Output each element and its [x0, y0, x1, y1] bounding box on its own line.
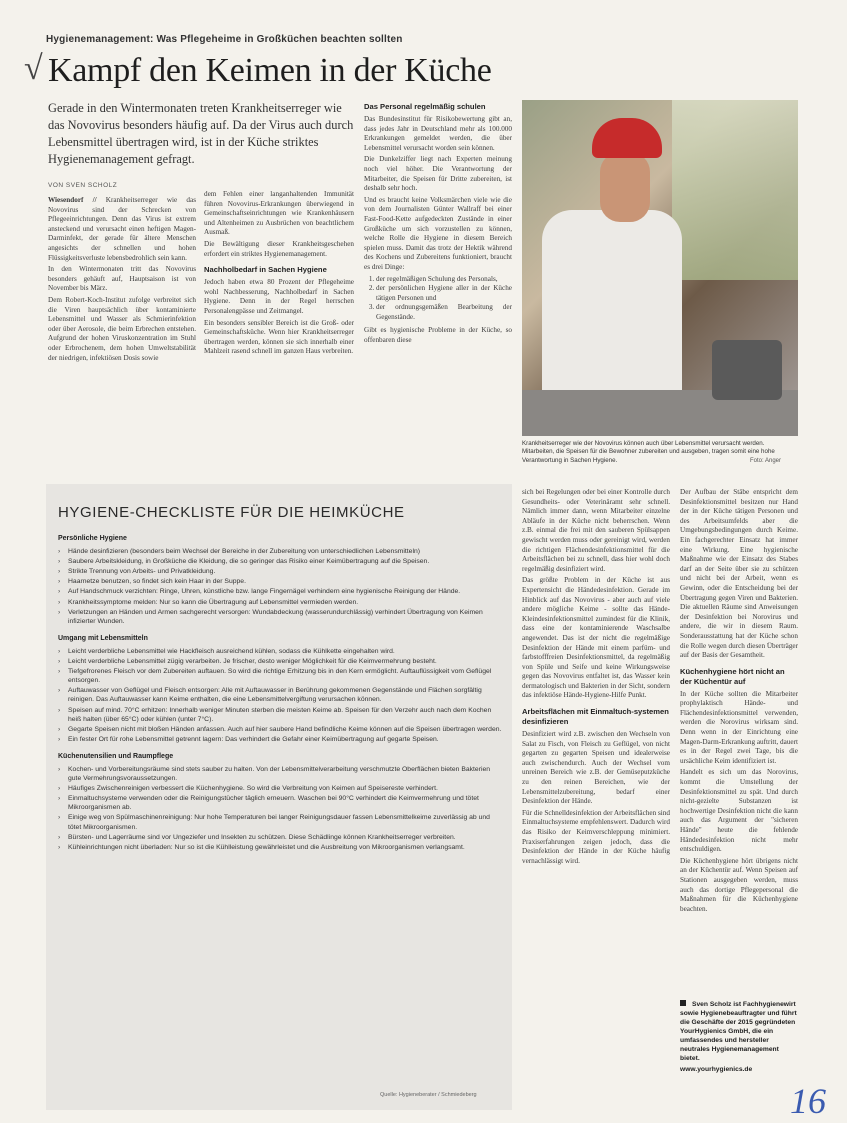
chef-photo [522, 100, 798, 436]
byline: VON SVEN SCHOLZ [48, 182, 118, 189]
author-bio-text: Sven Scholz ist Fachhygienewirt sowie Hygienebeauftragter und führt die Geschäfte der 2015 gegründeten YourHygienics GmbH, die ein umfassendes und hersteller neutrales Hygienemanagement bietet. [680, 1001, 797, 1062]
paragraph: Handelt es sich um das Norovirus, kommt die Umstellung der Desinfektionsmittel zu spät. Und durch nicht-gezielte Substanzen ist hochwertige Desinfektion nicht die kann auch das Argument der "sicheren Hände" heute die fehlende Händedesinfektion nicht mehr entschuldigen. [680, 768, 798, 854]
article-column-5 [680, 488, 798, 916]
checkmark-icon: √ [24, 50, 43, 87]
list-item: 3. der ordnungsgemäßen Bearbeitung der Gegenstände. [376, 303, 512, 322]
checklist-item: › Leicht verderbliche Lebensmittel wie Hackfleisch ausreichend kühlen, sodass die Kühlkette eingehalten wird. [58, 647, 502, 656]
author-website-link[interactable]: www.yourhygienics.de [680, 1066, 753, 1073]
paragraph: Gibt es hygienische Probleme in der Küche, so offenbaren diese [364, 326, 512, 345]
headline: Kampf den Keimen in der Küche [48, 52, 492, 89]
checklist-title: HYGIENE-CHECKLISTE FÜR DIE HEIMKÜCHE [58, 504, 405, 521]
article-column-1 [48, 196, 196, 365]
paragraph: In den Wintermonaten tritt das Novovirus besonders gehäuft auf, Hauptsaison ist von November bis März. [48, 265, 196, 293]
checklist-list [58, 647, 502, 744]
paragraph: Dem Robert-Koch-Institut zufolge verbreitet sich die Viren hauptsächlich über kontaminierte Lebensmittel und Wasser als Schmierinfektion oder über Aerosole, die beim Erbrechen entstehen. Aufgrund der hohen Viruskonzentration im Stuhl oder Erbrochenem, dem hohen Umweltstabilität der niedrigen, infektiösen Dosis sowie [48, 295, 196, 362]
article-column-3 [364, 102, 512, 348]
bullet-square-icon [680, 1000, 686, 1006]
paragraph: Die Küchenhygiene hört übrigens nicht an der Küchentür auf. Wenn Speisen auf Stationen ausgegeben werden, muss auch das dortige Pflegepersonal die Maßnahmen für die Küchenhygiene beachten. [680, 856, 798, 913]
article-column-2 [204, 190, 354, 359]
paragraph: Die Bewältigung dieser Krankheitsgeschehen erfordert ein striktes Hygienemanagement. [204, 239, 354, 258]
checklist-item: › Speisen auf mind. 70°C erhitzen: Innerhalb weniger Minuten sterben die meisten Keime ab. Speisen für den Verzehr auch nach dem Kochen heiß halten (über 65°C) oder kühlen (unter 7°C). [58, 706, 502, 724]
checklist-item: › Einige weg von Spülmaschinenreinigung: Nur hohe Temperaturen bei langer Reinigungsdauer fassen Lebensmittelkeime zuverlässig ab und tötet Mikroorganismen. [58, 813, 502, 831]
checklist-item: › Häufiges Zwischenreinigen verbessert die Küchenhygiene. So wird die Verbreitung von Keimen auf Speisereste verhindert. [58, 784, 502, 793]
paragraph: Ein besonders sensibler Bereich ist die Groß- oder Gemeinschaftsküche. Wenn hier Krankheitserreger übertragen werden, können sie sich innerhalb einer Mahlzeit rasend schnell im ganzen Haus verbreiten. [204, 318, 354, 356]
paragraph: Das größte Problem in der Küche ist aus Expertensicht die Händedesinfektion. Gerade im Hinblick auf das Novovirus - aber auch auf viele andere mögliche Keime - sollte das Hände-Kleindesinfektionsmittel zumindest für die Klinik, dass eine der kontaminierende Waschsalbe angewendet. Das ist der nicht die regelmäßige Desinfektion der Hände mit einem parfüm- und farbstofffreien Desinfektionsmittel, da regelmäßig von Spüle und Seife und keine Wirkungsweise gegen das Novovirus entfaltet ist, das Wasser kein dermatologisch und Bakterien in der Sicht, sondern das infektiöse Hände-Hygiene-Hilfe Punkt. [522, 576, 670, 700]
photo-window [672, 100, 798, 280]
checklist-item: › Hände desinfizieren (besonders beim Wechsel der Bereiche in der Zubereitung von unterschiedlichen Lebensmitteln) [58, 547, 502, 556]
checklist-body [58, 534, 502, 853]
checklist-item: › Haarnetze benutzen, so findet sich kein Haar in der Suppe. [58, 577, 502, 586]
photo-credit: Foto: Anger [750, 458, 782, 464]
checklist-section-heading: Umgang mit Lebensmitteln [58, 634, 148, 642]
paragraph: Und es braucht keine Volksmärchen viele wie die von dem Journalisten Günter Wallraff bei einer Fast-Food-Kette aufgedeckten Zustände in einer Großküche um sich vorzustellen zu können, welche Rolle die Hygiene in diesem Bereich spielen muss. Damit das trotz der Hektik während des Kochens und Zubereitens funktioniert, braucht es drei Dinge: [364, 195, 512, 271]
photo-red-cap [592, 118, 662, 158]
checklist-source: Quelle: Hygieneberater / Schmiedeberg [380, 1092, 477, 1098]
checklist-item: › Einmaltuchsysteme verwenden oder die Reinigungstücher täglich erneuern. Waschen bei 90°C verhindert die Keimvermehrung und tötet Mikroorganismen ab. [58, 794, 502, 812]
paragraph: Krankheitserreger wie das Novovirus sind der Schrecken von Pflegeeinrichtungen. Denn das Virus ist extrem ansteckend und verursacht einen heftigen Magen-Darminfekt, der gerade für ältere Menschen angesichts der schnellen und hohen Flüssigkeitsverluste lebensbedrohlich sein kann. [48, 196, 196, 262]
checklist-item: › Krankheitssymptome melden: Nur so kann die Übertragung auf Lebensmittel vermieden werden. [58, 598, 502, 607]
paragraph: Desinfiziert wird z.B. zwischen den Wechseln von Salat zu Fisch, von Fleisch zu Geflügel, von nicht gegarten zu gegarten Speisen und idealerweise auch zwischendurch. Auch der Wechsel vom unreinen Bereich wie z.B. der Gemüseputzküche zu den reinen Bereichen, wie der Lebensmittelzubereitung, bedarf einer Desinfektion der Hände. [522, 730, 670, 806]
checklist-item: › Kühleinrichtungen nicht überladen: Nur so ist die Kühlleistung gewährleistet und die Ausbreitung von Mikroorganismen verlangsamt. [58, 843, 502, 852]
subheading: Das Personal regelmäßig schulen [364, 102, 486, 111]
list-item: 2. der persönlichen Hygiene aller in der Küche tätigen Personen und [376, 284, 512, 303]
paragraph: dem Fehlen einer langanhaltenden Immunität führen Novovirus-Erkrankungen überwiegend in Gemeinschaftseinrichtungen wie Krankenhäusern und Altenheimen zu Ausbrüchen von beachtlichem Ausmaß. [204, 190, 354, 237]
checklist-section-heading: Küchenutensilien und Raumpflege [58, 752, 174, 760]
checklist-item: › Auftauwasser von Geflügel und Fleisch entsorgen: Alle mit Auftauwasser in Berührung gekommenen Gegenstände und Flächen sorgfältig reinigen. Das Auftauwasser kann Keime enthalten, die eine Lebensmittelvergiftung verursachen können. [58, 686, 502, 704]
paragraph: Die Dunkelziffer liegt nach Experten meinung noch viel höher. Die Verantwortung der Mitarbeiter, die Speisen für Dritte zubereiten, ist deshalb sehr hoch. [364, 155, 512, 193]
photo-caption: Krankheitserreger wie der Novovirus können auch über Lebensmittel verursacht werden. Mitarbeiten, die Speisen für die Bewohner zubereiten und ausgeben, tragen somit eine hohe Verantwortung in Sachen Hygiene. [522, 440, 775, 464]
checklist-item: › Ein fester Ort für rohe Lebensmittel getrennt lagern: Das verhindert die Gefahr einer Keimübertragung auf gegarte Speisen. [58, 735, 502, 744]
paragraph: Für die Schnelldesinfektion der Arbeitsflächen sind Einmaltuchsysteme empfehlenswert. Dadurch wird das Risiko der Keimverschleppung minimiert. Praxiserfahrungen zeigen jedoch, dass die Desinfektion der Hände in der Küche häufig vernachlässigt wird. [522, 808, 670, 865]
checklist-item: › Saubere Arbeitskleidung, in Großküche die Kleidung, die so geringer das Risiko einer Keimübertragung auf die Speisen. [58, 557, 502, 566]
dateline: Wiesendorf // [48, 196, 97, 204]
checklist-item: › Auf Handschmuck verzichten: Ringe, Uhren, künstliche bzw. lange Fingernägel verhindern eine hygienische Reinigung der Hände. [58, 587, 502, 596]
checklist-item: › Kochen- und Vorbereitungsräume sind stets sauber zu halten. Von der Lebensmittelverarbeitung verschmutzte Oberflächen bieten Bakterien gute Vermehrungsvoraussetzungen. [58, 765, 502, 783]
article-column-4 [522, 488, 670, 868]
photo-pot [712, 340, 782, 400]
checklist-item: › Leicht verderbliche Lebensmittel zügig verarbeiten. Je frischer, desto weniger Möglichkeit für die Keimvermehrung besteht. [58, 657, 502, 666]
checklist-list [58, 765, 502, 852]
checklist-item: › Verletzungen an Händen und Armen sachgerecht versorgen: Wundabdeckung (wasserundurchlässig) verhindert Übertragung von Keimen infizierter Wunden. [58, 608, 502, 626]
paragraph: Der Aufbau der Stäbe entspricht dem Desinfektionsmittel besitzen nur Hand der in der Küche tätigen Personen und des Arbeitsumfelds aber die Umgebungsbedingungen durch Keime. Ein fachgerechter Einsatz hat immer eine Wirkung. Eine hygienische Maßnahme wie der Einsatz des Stabes darf an der Seite über sie zu schützen und nicht bei der Arbeit, wenn es Gewinn, oder die Entscheidung bei der Übertragung gegen Viren und Bakterien. Die aktuellen Räume sind Anweisungen der Desinfektion bei Norovirus und andere, die wir in diesem Raum. Sonderausstattung hat der Küche schon die Rolle wegen durch diesen Überträger auf der Basis der Gesamtheit. [680, 488, 798, 660]
numbered-list [364, 275, 512, 323]
checklist-item: › Bürsten- und Lagerräume sind vor Ungeziefer und Insekten zu schützen. Diese Schädlinge können Krankheitserreger verbreiten. [58, 833, 502, 842]
subheading: Küchenhygiene hört nicht an der Küchentür auf [680, 666, 785, 686]
subheading: Nachholbedarf in Sachen Hygiene [204, 265, 327, 275]
list-item: 1. der regelmäßigen Schulung des Personals, [376, 275, 512, 285]
checklist-list [58, 547, 502, 626]
author-bio [680, 1000, 798, 1074]
paragraph: Das Bundesinstitut für Risikobewertung gibt an, dass jedes Jahr in Deutschland mehr als 100.000 Erkrankungen gemeldet werden, die über Lebensmittel verursacht worden sein können. [364, 115, 512, 152]
checklist-section-heading: Persönliche Hygiene [58, 535, 127, 542]
lead-paragraph: Gerade in den Wintermonaten treten Krankheitserreger wie das Novovirus besonders häufig auf. Da der Virus auch durch Lebensmittel übertragen wird, ist in der Küche striktes Hygienemanagement gefragt. [48, 101, 354, 166]
checklist-item: › Gegarte Speisen nicht mit bloßen Händen anfassen. Auch auf hier saubere Hand befindliche Keime können auf die Speisen übertragen werden. [58, 725, 502, 734]
paragraph: sich bei Regelungen oder bei einer Kontrolle durch Gesundheits- oder Veterinäramt sehr schnell. Nämlich immer dann, wenn Mitarbeiter einzelne Abläufe in der Küche nicht beherrschen. Wenn z.B. einmal die frei mit den sauberen Spülsappen gewischt werden muss oder gereinigt wird, werden die richtigen Flächendesinfektionsmittel für die Arbeitsflächen bei zu schnell, dass hier wohl doch regelmäßig desinfiziert wird. [522, 488, 670, 573]
kicker: Hygienemanagement: Was Pflegeheime in Großküchen beachten sollten [46, 34, 403, 45]
subheading: Arbeitsflächen mit Einmaltuch-systemen desinfizieren [522, 707, 669, 727]
checklist-item: › Tiefgefrorenes Fleisch vor dem Zubereiten auftauen. So wird die richtige Erhitzung bis in den Kern ermöglicht. Auftauflüssigkeit vom Geflügel entsorgen. [58, 667, 502, 685]
page-number: 16 [790, 1081, 826, 1121]
photo-chef-coat [542, 210, 682, 410]
paragraph: Jedoch haben etwa 80 Prozent der Pflegeheime wohl Nachbesserung, Nachholbedarf in Sachen Hygiene. Denn in der Regel herrschen Personalengpässe und Zeitmangel. [204, 278, 354, 315]
checklist-item: › Strikte Trennung von Arbeits- und Privatkleidung. [58, 567, 502, 576]
paragraph: In der Küche sollten die Mitarbeiter prophylaktisch Hände- und Flächendesinfektionsmittel verwenden, werden die Norovirus wirksam sind. Denn wenn in der Einrichtung eine Magen-Darm-Erkrankung auftritt, dauert es in der Regel zwei Tage, bis die ursächliche Keim identifiziert ist. [680, 689, 798, 765]
photo-chef-face [600, 152, 650, 222]
